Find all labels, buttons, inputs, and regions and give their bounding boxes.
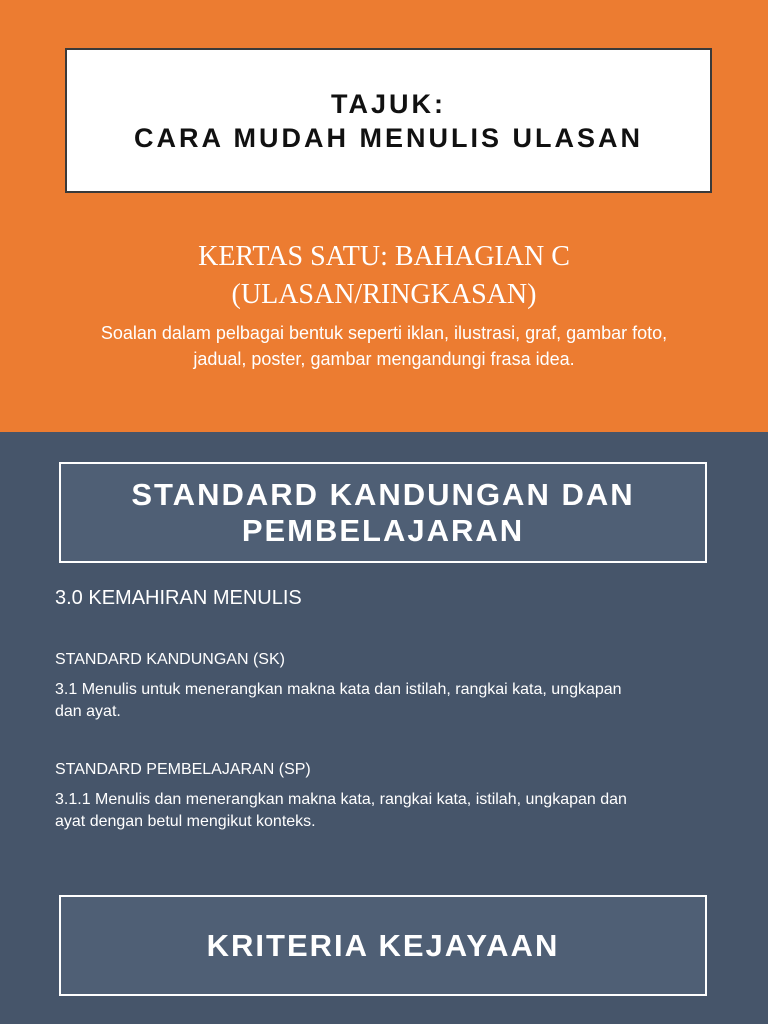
standard-heading-line-2: PEMBELAJARAN xyxy=(241,512,525,548)
paper-heading-line-1: KERTAS SATU: BAHAGIAN C xyxy=(198,241,570,272)
kriteria-heading-box xyxy=(59,895,707,996)
paper-heading xyxy=(0,238,768,314)
standard-heading-box xyxy=(59,462,707,563)
kriteria-heading: KRITERIA KEJAYAAN xyxy=(206,927,560,963)
skill-heading: 3.0 KEMAHIRAN MENULIS xyxy=(55,587,302,609)
paper-description-line-2: jadual, poster, gambar mengandungi frasa idea. xyxy=(193,349,575,369)
sk-text-line-1: 3.1 Menulis untuk menerangkan makna kata dan istilah, rangkai kata, ungkapan xyxy=(55,681,622,698)
sp-text-line-1: 3.1.1 Menulis dan menerangkan makna kata, rangkai kata, istilah, ungkapan dan xyxy=(55,791,627,808)
sk-text xyxy=(55,679,735,723)
paper-description xyxy=(20,320,748,372)
title-box xyxy=(65,48,712,193)
sp-text xyxy=(55,789,735,833)
title-label: TAJUK: xyxy=(331,88,446,119)
header-section xyxy=(0,0,768,432)
sk-heading: STANDARD KANDUNGAN (SK) xyxy=(55,651,285,668)
sp-text-line-2: ayat dengan betul mengikut konteks. xyxy=(55,813,316,830)
sp-heading: STANDARD PEMBELAJARAN (SP) xyxy=(55,761,311,778)
paper-description-line-1: Soalan dalam pelbagai bentuk seperti iklan, ilustrasi, graf, gambar foto, xyxy=(100,323,668,343)
sk-text-line-2: dan ayat. xyxy=(55,703,121,720)
standard-heading-line-1: STANDARD KANDUNGAN DAN xyxy=(131,476,635,512)
title-text: CARA MUDAH MENULIS ULASAN xyxy=(134,122,643,153)
paper-heading-line-2: (ULASAN/RINGKASAN) xyxy=(231,279,537,310)
